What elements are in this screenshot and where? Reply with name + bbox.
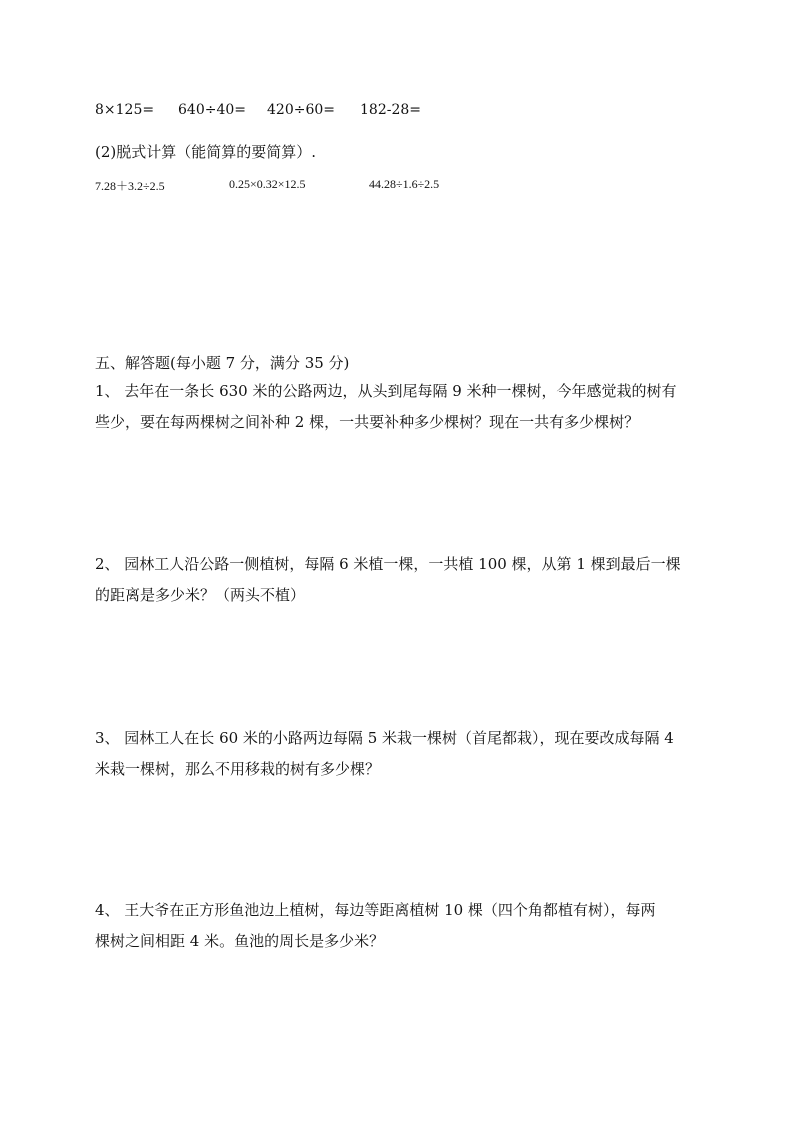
question-line: 4、 王大爷在正方形鱼池边上植树，每边等距离植树 10 棵（四个角都植有树），每两: [95, 901, 656, 919]
expression-item: 7.28＋3.2÷2.5: [95, 179, 165, 193]
expression-item: 44.28÷1.6÷2.5: [369, 177, 440, 191]
question-3: [95, 723, 705, 785]
oral-calc-item: 8×125=: [95, 102, 155, 118]
question-1: [95, 376, 705, 438]
question-line: 1、 去年在一条长 630 米的公路两边，从头到尾每隔 9 米种一棵树，今年感觉栽的树有: [95, 382, 677, 400]
oral-calc-item: 420÷60=: [267, 102, 335, 118]
oral-calc-item: 640÷40=: [178, 102, 246, 118]
question-line: 3、 园林工人在长 60 米的小路两边每隔 5 米栽一棵树（首尾都栽），现在要改成每隔 4: [95, 729, 674, 747]
question-line: 的距离是多少米？（两头不植）: [95, 586, 306, 604]
oral-calc-item: 182-28=: [360, 102, 421, 118]
question-line: 米栽一棵树，那么不用移栽的树有多少棵？: [95, 760, 381, 778]
question-line: 些少，要在每两棵树之间补种 2 棵，一共要补种多少棵树？现在一共有多少棵树？: [95, 413, 640, 431]
question-line: 2、 园林工人沿公路一侧植树，每隔 6 米植一棵，一共植 100 棵，从第 1 棵到最后一棵: [95, 555, 681, 573]
section-five-title: 五、解答题(每小题 7 分，满分 35 分): [95, 354, 350, 372]
question-line: 棵树之间相距 4 米。鱼池的周长是多少米？: [95, 932, 385, 950]
expression-item: 0.25×0.32×12.5: [229, 177, 306, 191]
question-4: [95, 895, 705, 957]
question-2: [95, 549, 705, 611]
written-calc-title: (2)脱式计算（能简算的要简算）.: [95, 143, 317, 161]
